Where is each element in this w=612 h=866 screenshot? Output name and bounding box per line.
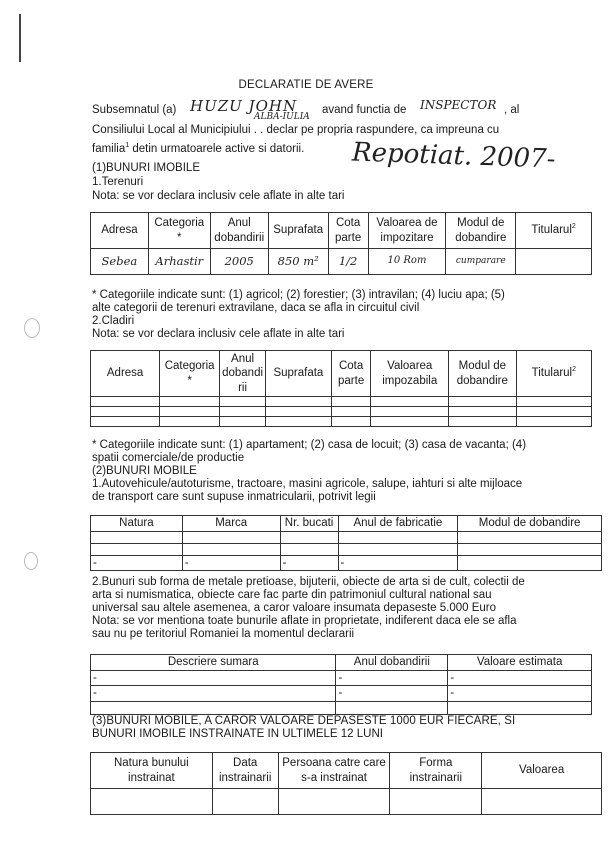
- table-cell: [266, 417, 332, 427]
- cladiri-table: [90, 350, 592, 427]
- column-header: Categoria *: [160, 351, 220, 397]
- bunuri-instrainate-table: [90, 752, 602, 815]
- page-title: DECLARATIE DE AVERE: [238, 79, 374, 91]
- column-header: Modul de dobandire: [458, 516, 602, 532]
- intro-text: , al: [504, 104, 520, 116]
- column-header: Anul dobandirii: [336, 655, 448, 671]
- note-text: Nota: se vor declara inclusiv cele aflate in alte tari: [92, 190, 345, 202]
- footnote-text: * Categoriile indicate sunt: (1) apartament; (2) casa de locuit; (3) casa de vacanta; (4): [92, 439, 527, 451]
- column-header: [516, 351, 591, 397]
- header-text: Titularul: [531, 224, 572, 237]
- table-cell: 2005: [210, 249, 268, 275]
- punch-hole-mark: [24, 552, 38, 570]
- table-cell: [160, 407, 220, 417]
- margin-ink-mark: [19, 14, 21, 62]
- table-cell: [220, 407, 266, 417]
- column-header: Marca: [182, 516, 280, 532]
- table-cell: [91, 789, 213, 815]
- declarant-name: HUZU JOHN: [190, 97, 298, 115]
- intro-line-2: Consiliului Local al Municipiului . . declar pe propria raspundere, ca impreuna cu: [92, 124, 500, 136]
- column-header: Valoarea de impozitare: [368, 213, 446, 249]
- table-cell: [280, 532, 338, 544]
- table-cell: [458, 544, 602, 556]
- footnote-text: spatii comerciale/de productie: [92, 452, 245, 464]
- intro-line-3: [92, 142, 304, 156]
- footnote-text: * Categoriile indicate sunt: (1) agricol; (2) forestier; (3) intravilan; (4) luciu apa; (5): [92, 289, 505, 301]
- table-cell: [449, 397, 517, 407]
- table-cell: -: [448, 671, 592, 686]
- section-heading: (1)BUNURI IMOBILE: [92, 162, 200, 174]
- column-header: Suprafata: [266, 351, 332, 397]
- table-cell: [516, 417, 591, 427]
- column-header: Forma instrainarii: [390, 753, 482, 789]
- column-header: Natura: [91, 516, 183, 532]
- footnote-marker: 1: [125, 142, 130, 150]
- declarant-place: ALBA-IULIA: [254, 112, 310, 122]
- table-cell: -: [91, 686, 336, 701]
- bunuri-pretioase-table: [90, 654, 592, 715]
- table-cell: [182, 532, 280, 544]
- subsection-heading: universal sau altele asemenea, a caror valoare insumata depaseste 5.000 Euro: [92, 602, 497, 614]
- table-cell: [91, 397, 160, 407]
- column-header: Persoana catre care s-a instrainat: [278, 753, 390, 789]
- table-cell: [371, 417, 449, 427]
- intro-text: familia: [92, 143, 126, 155]
- table-cell: [516, 397, 591, 407]
- column-header: Cota parte: [328, 213, 368, 249]
- table-cell: -: [448, 686, 592, 701]
- table-cell: -: [336, 671, 448, 686]
- column-header: Anul dobandirii: [210, 213, 268, 249]
- table-cell: [338, 544, 458, 556]
- section-heading: (3)BUNURI MOBILE, A CAROR VALOARE DEPASESTE 1000 EUR FIECARE, SI: [92, 715, 516, 727]
- table-cell: [331, 397, 371, 407]
- footnote-marker: 2: [572, 366, 577, 374]
- autovehicule-table: [90, 515, 602, 571]
- punch-hole-mark: [24, 318, 40, 338]
- subsection-heading: arta si numismatica, obiecte care fac parte din patrimoniul cultural national sau: [92, 589, 492, 601]
- column-header: Descriere sumara: [91, 655, 336, 671]
- column-header: Adresa: [91, 213, 149, 249]
- subsection-heading: 1.Terenuri: [92, 176, 144, 188]
- note-text: Nota: se vor mentiona toate bunurile aflate in proprietate, indiferent daca ele se afla: [92, 615, 517, 627]
- table-cell: [371, 397, 449, 407]
- table-cell: [449, 407, 517, 417]
- table-cell: -: [182, 556, 280, 571]
- section-heading: (2)BUNURI MOBILE: [92, 465, 197, 477]
- column-header: Adresa: [91, 351, 160, 397]
- table-cell: -: [280, 556, 338, 571]
- table-cell: Arhastir: [148, 249, 210, 275]
- table-cell: 1/2: [328, 249, 368, 275]
- table-cell: [331, 407, 371, 417]
- subsection-heading: 1.Autovehicule/autoturisme, tractoare, masini agricole, salupe, iahturi si alte mijloace: [92, 478, 523, 490]
- subsection-heading: de transport care sunt supuse inmatricularii, potrivit legii: [92, 491, 376, 503]
- table-cell: [220, 417, 266, 427]
- column-header: Data instrainarii: [212, 753, 278, 789]
- handwritten-annotation: Repotiat. 2007-: [351, 137, 556, 175]
- column-header: Valoarea: [482, 753, 602, 789]
- column-header: Valoare estimata: [448, 655, 592, 671]
- column-header: Anul dobandi rii: [220, 351, 266, 397]
- footnote-marker: 2: [571, 223, 576, 231]
- table-cell: -: [91, 556, 183, 571]
- footnote-text: alte categorii de terenuri extravilane, daca se afla in circuitul civil: [92, 302, 420, 314]
- table-cell: [338, 532, 458, 544]
- table-cell: [516, 407, 591, 417]
- column-header: Modul de dobandire: [449, 351, 517, 397]
- column-header: Cota parte: [331, 351, 371, 397]
- column-header: Natura bunului instrainat: [91, 753, 213, 789]
- intro-text: avand functia de: [322, 104, 407, 116]
- table-cell: [371, 407, 449, 417]
- intro-line-1: [92, 103, 176, 117]
- table-cell: -: [338, 556, 458, 571]
- column-header: Anul de fabricatie: [338, 516, 458, 532]
- table-cell: [160, 417, 220, 427]
- declarant-function: INSPECTOR: [420, 98, 497, 112]
- table-cell: [458, 532, 602, 544]
- table-cell: Sebea: [91, 249, 149, 275]
- subsection-heading: 2.Cladiri: [92, 315, 135, 327]
- table-cell: 10 Rom: [368, 249, 446, 275]
- intro-text: detin urmatoarele active si datorii.: [129, 143, 305, 155]
- table-cell: [280, 544, 338, 556]
- table-cell: [336, 701, 448, 714]
- table-cell: cumparare: [446, 249, 516, 275]
- table-cell: [331, 417, 371, 427]
- column-header: [516, 213, 592, 249]
- subsection-heading: 2.Bunuri sub forma de metale pretioase, bijuterii, obiecte de arta si de cult, colectii de: [92, 576, 525, 588]
- table-cell: [266, 397, 332, 407]
- note-text: Nota: se vor declara inclusiv cele aflate in alte tari: [92, 328, 345, 340]
- header-text: Titularul: [531, 367, 573, 380]
- column-header: Modul de dobandire: [446, 213, 516, 249]
- table-cell: [212, 789, 278, 815]
- terenuri-table: [90, 212, 592, 275]
- table-cell: -: [91, 671, 336, 686]
- table-cell: [448, 701, 592, 714]
- table-cell: [91, 701, 336, 714]
- column-header: Nr. bucati: [280, 516, 338, 532]
- section-heading: BUNURI IMOBILE INSTRAINATE IN ULTIMELE 12 LUNI: [92, 728, 383, 740]
- table-cell: [91, 532, 183, 544]
- table-cell: [278, 789, 390, 815]
- column-header: Categoria *: [148, 213, 210, 249]
- table-cell: [160, 397, 220, 407]
- table-cell: 850 m²: [268, 249, 328, 275]
- table-cell: [220, 397, 266, 407]
- intro-text: Subsemnatul (a): [92, 104, 177, 116]
- table-cell: [266, 407, 332, 417]
- column-header: Suprafata: [268, 213, 328, 249]
- table-cell: [458, 556, 602, 571]
- table-cell: [91, 407, 160, 417]
- table-cell: [182, 544, 280, 556]
- table-cell: [482, 789, 602, 815]
- note-text: sau nu pe teritoriul Romaniei la momentul declararii: [92, 628, 355, 640]
- table-cell: [390, 789, 482, 815]
- table-cell: -: [336, 686, 448, 701]
- table-cell: [91, 417, 160, 427]
- table-cell: [91, 544, 183, 556]
- table-cell: [516, 249, 592, 275]
- column-header: Valoarea impozabila: [371, 351, 449, 397]
- table-cell: [449, 417, 517, 427]
